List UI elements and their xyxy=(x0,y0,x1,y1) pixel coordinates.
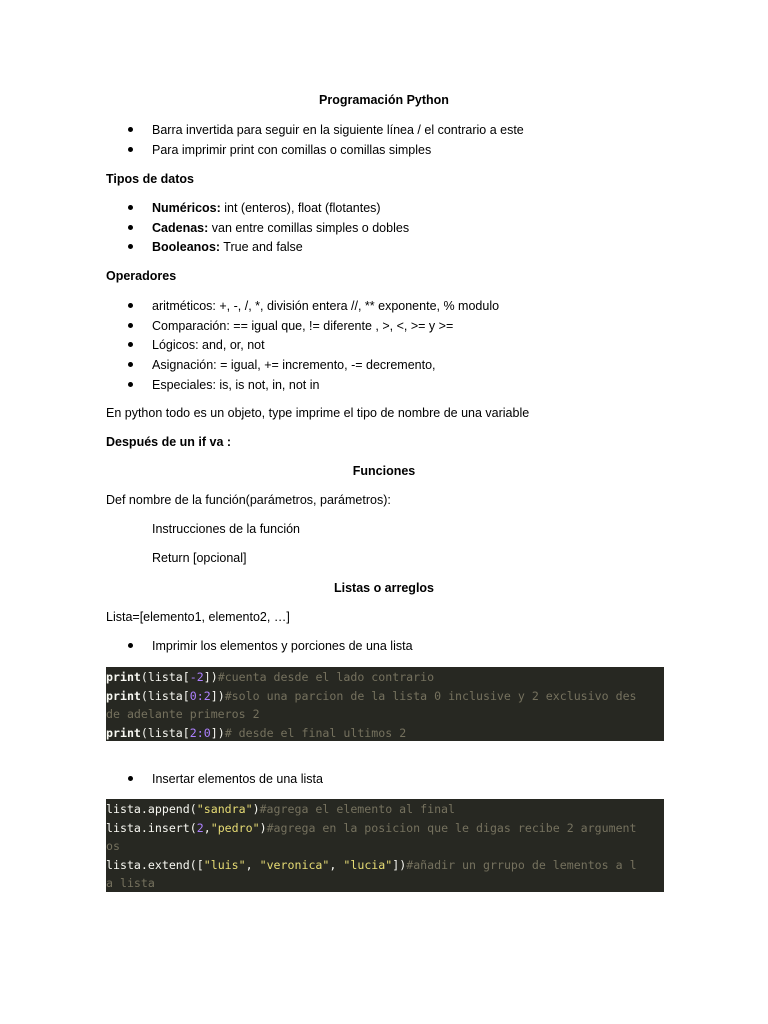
operadores-bullet-list xyxy=(128,298,499,396)
list-item: Barra invertida para seguir en la siguiente línea / el contrario a este xyxy=(128,122,524,142)
code-line: os xyxy=(106,839,120,854)
paragraph-objeto: En python todo es un objeto, type imprime el tipo de nombre de una variable xyxy=(106,406,530,420)
list-item xyxy=(128,239,409,259)
paragraph-if: Después de un if va : xyxy=(106,435,232,449)
listas-bullet-1 xyxy=(128,638,413,658)
term-desc: van entre comillas simples o dobles xyxy=(208,220,410,235)
term: Numéricos: xyxy=(152,201,221,215)
term: Booleanos: xyxy=(152,240,221,255)
term-desc: True and false xyxy=(220,240,303,255)
code-line: a lista xyxy=(106,876,155,891)
list-item xyxy=(128,220,409,240)
paragraph-def: Def nombre de la función(parámetros, parámetros): xyxy=(106,493,391,507)
intro-bullet-list xyxy=(128,122,524,161)
section-heading-listas: Listas o arreglos xyxy=(333,581,435,595)
list-item: Asignación: = igual, += incremento, -= decremento, xyxy=(128,357,499,377)
code-line: print(lista[-2])#cuenta desde el lado contrario xyxy=(106,670,435,684)
code-line: de adelante primeros 2 xyxy=(106,707,260,722)
section-heading-tipos: Tipos de datos xyxy=(106,172,194,186)
list-item: Lógicos: and, or, not xyxy=(128,337,499,357)
list-item: Especiales: is, is not, in, not in xyxy=(128,377,499,397)
term-desc: int (enteros), float (flotantes) xyxy=(220,201,381,215)
section-heading-funciones: Funciones xyxy=(352,464,416,478)
listas-bullet-2 xyxy=(128,771,323,791)
list-item: Comparación: == igual que, != diferente , >, <, >= y >= xyxy=(128,318,499,338)
code-line: print(lista[2:0])# desde el final ultimos 2 xyxy=(106,725,407,740)
code-block-print xyxy=(106,667,664,741)
code-line: lista.extend(["luis", "veronica", "lucia"])#añadir un grrupo de lementos a l xyxy=(106,857,637,872)
list-item: aritméticos: +, -, /, *, división entera //, ** exponente, % modulo xyxy=(128,298,499,318)
paragraph-instrucciones: Instrucciones de la función xyxy=(152,522,301,536)
section-heading-operadores: Operadores xyxy=(106,269,177,283)
paragraph-lista-def: Lista=[elemento1, elemento2, …] xyxy=(106,610,290,624)
list-item: Imprimir los elementos y porciones de una lista xyxy=(128,638,413,658)
tipos-bullet-list xyxy=(128,200,409,259)
page-title: Programación Python xyxy=(319,93,449,107)
code-line: lista.append("sandra")#agrega el elemento al final xyxy=(106,802,456,816)
paragraph-return: Return [opcional] xyxy=(152,551,247,565)
code-line: lista.insert(2,"pedro")#agrega en la posicion que le digas recibe 2 argument xyxy=(106,820,637,835)
code-line: print(lista[0:2])#solo una parcion de la lista 0 inclusive y 2 exclusivo des xyxy=(106,688,637,703)
list-item: Insertar elementos de una lista xyxy=(128,771,323,791)
term: Cadenas: xyxy=(152,220,209,235)
code-block-insert xyxy=(106,799,664,892)
list-item xyxy=(128,200,409,220)
list-item: Para imprimir print con comillas o comillas simples xyxy=(128,142,524,162)
